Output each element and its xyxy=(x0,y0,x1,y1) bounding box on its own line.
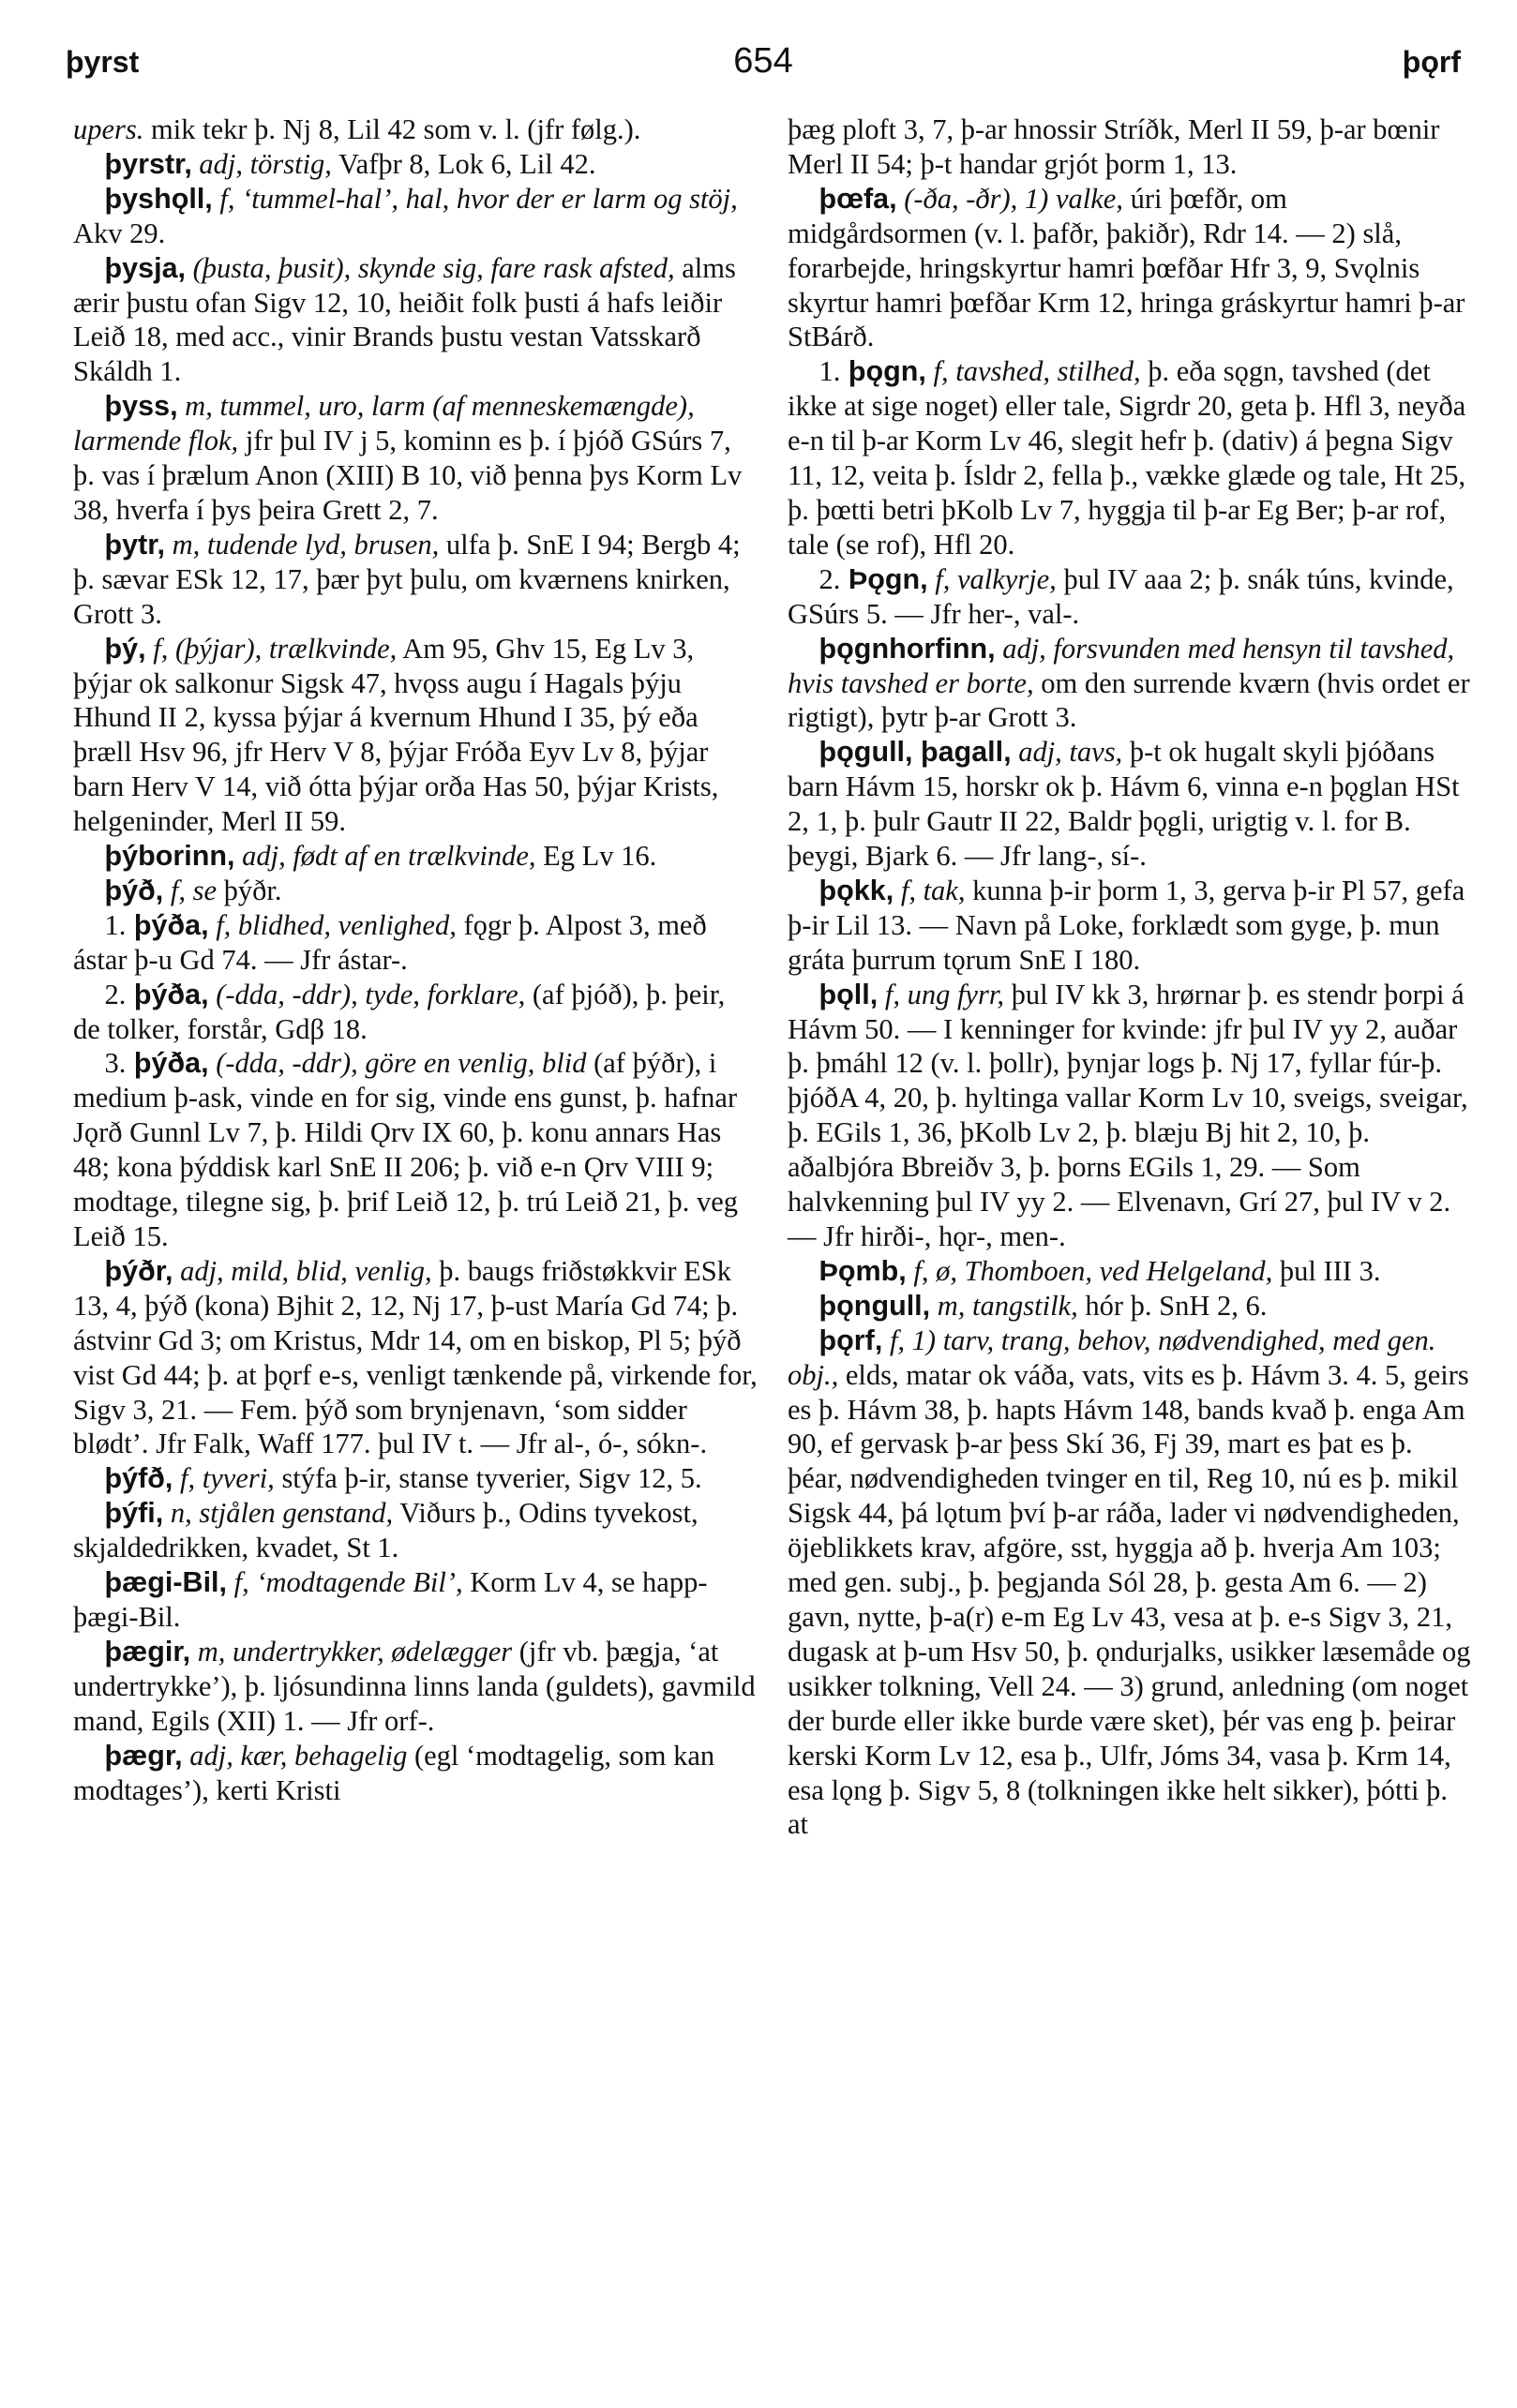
entry-definition: m, undertrykker, ødelægger xyxy=(190,1635,513,1668)
dictionary-entry xyxy=(73,1046,758,1253)
entry-headword: þǫgn, xyxy=(840,355,926,388)
left-column xyxy=(73,112,758,1807)
dictionary-entry xyxy=(73,251,758,390)
entry-body: hór þ. SnH 2, 6. xyxy=(1077,1289,1268,1322)
dictionary-entry xyxy=(73,182,758,251)
entry-body: mik tekr þ. Nj 8, Lil 42 som v. l. (jfr følg.). xyxy=(143,113,641,145)
entry-body: þ-t ok hugalt skyli þjóðans barn Hávm 15, horskr ok þ. Hávm 6, vinna e-n þǫglan HSt 2, 1, þ. þulr Gautr II 22, Baldr þǫgli, urigtig v. l. for B. þeygi, Bjark 6. — Jfr lang-, sí-. xyxy=(788,736,1460,873)
entry-definition: (-dda, -ddr), göre en venlig, blid xyxy=(208,1047,587,1080)
dictionary-entry xyxy=(788,1324,1472,1843)
dictionary-entry xyxy=(788,978,1472,1254)
entry-body: Korm Lv 4, se happ-þægi-Bil. xyxy=(73,1566,708,1633)
entry-number: 1. xyxy=(104,908,127,941)
entry-number: 2. xyxy=(104,978,127,1010)
entry-headword: Þǫmb, xyxy=(819,1254,907,1287)
entry-headword: þægr, xyxy=(104,1739,183,1772)
entry-headword: þǫll, xyxy=(819,978,879,1010)
entry-headword: þýfð, xyxy=(104,1462,173,1495)
entry-definition: f, se xyxy=(163,874,218,906)
entry-number: 3. xyxy=(104,1047,127,1080)
dictionary-entry xyxy=(73,874,758,908)
entry-body: jfr þul IV j 5, kominn es þ. í þjóð GSúrs 7, þ. vas í þrælum Anon (XIII) B 10, við þenna þys Korm Lv 38, hverfa í þys þeira Grett 2, 7. xyxy=(73,425,743,526)
dictionary-entry xyxy=(788,1254,1472,1289)
entry-body: fǫgr þ. Alpost 3, með ástar þ-u Gd 74. — Jfr ástar-. xyxy=(73,908,707,976)
dictionary-entry xyxy=(73,908,758,978)
dictionary-entry xyxy=(73,1739,758,1808)
dictionary-entry xyxy=(73,389,758,528)
entry-definition: (-dda, -ddr), tyde, forklare, xyxy=(208,978,526,1010)
entry-body: (af þjóð), þ. þeir, de tolker, forstår, Gdβ 18. xyxy=(73,978,726,1045)
dictionary-entry xyxy=(73,1496,758,1565)
entry-body: þ. baugs friðstøkkvir ESk 13, 4, þýð (kona) Bjhit 2, 12, Nj 17, þ-ust María Gd 74; þ. ástvinr Gd 3; om Kristus, Mdr 14, om en biskop, Pl 5; þýð vist Gd 44; þ. at þǫrf e-s, venligt tænkende på, virkende for, Sigv 3, 21. — Fem. þýð som brynjenavn, ‘som sidder blødt’. Jfr Falk, Waff 177. þul IV t. — Jfr al-, ó-, sókn-. xyxy=(73,1254,758,1460)
dictionary-entry xyxy=(73,1461,758,1496)
entry-definition: f, ‘modtagende Bil’, xyxy=(227,1566,463,1599)
entry-headword: þytr, xyxy=(104,528,165,561)
entry-definition: f, valkyrje, xyxy=(927,562,1057,595)
entry-definition: n, stjålen genstand, xyxy=(163,1497,394,1530)
entry-headword: þýða, xyxy=(126,1047,209,1080)
entry-definition: f, blidhed, venlighed, xyxy=(208,908,457,941)
dictionary-entry xyxy=(788,562,1472,632)
entry-definition: f, ø, Thomboen, ved Helgeland, xyxy=(906,1254,1273,1287)
entry-definition: f, 1) tarv, trang, behov, nødvendighed, med gen. obj., xyxy=(788,1324,1436,1391)
entry-definition: adj, mild, blid, venlig, xyxy=(173,1254,432,1287)
entry-definition: f, tavshed, stilhed, xyxy=(925,355,1141,388)
dictionary-entry xyxy=(73,147,758,182)
dictionary-entry xyxy=(788,735,1472,874)
entry-headword: þýða, xyxy=(126,908,209,941)
entry-headword: Þǫgn, xyxy=(840,562,928,595)
entry-definition: m, tummel, uro, larm (af menneskemængde), larmende flok, xyxy=(73,390,695,457)
running-head-left: þyrst xyxy=(66,45,140,79)
entry-definition: adj, tavs, xyxy=(1011,736,1123,769)
dictionary-entry xyxy=(73,528,758,632)
entry-number: 2. xyxy=(819,562,841,595)
dictionary-entry xyxy=(788,182,1472,355)
entry-body: þ. eða sǫgn, tavshed (det ikke at sige noget) eller tale, Sigrdr 20, geta þ. Hfl 3, neyða e-n til þ-ar Korm Lv 46, slegit hefr þ. (dativ) á þegna Sigv 11, 12, veita þ. Ísldr 2, fella þ., vække glæde og tale, Ht 25, þ. þœtti betri þKolb Lv 7, hyggja til þ-ar Eg Ber; þ-ar rof, tale (se rof), Hfl 20. xyxy=(788,355,1466,561)
entry-definition: adj, törstig, xyxy=(191,147,332,180)
entry-headword: þýða, xyxy=(126,978,209,1010)
entry-headword: þýfi, xyxy=(104,1497,164,1530)
entry-body: Viðurs þ., Odins tyvekost, skjaldedrikken, kvadet, St 1. xyxy=(73,1497,698,1564)
entry-body: stýfa þ-ir, stanse tyverier, Sigv 12, 5. xyxy=(274,1462,702,1495)
entry-body: þýðr. xyxy=(217,874,282,906)
entry-headword: þýðr, xyxy=(104,1254,173,1287)
entry-body: (egl ‘modtagelig, som kan modtages’), kerti Kristi xyxy=(73,1739,715,1806)
entry-headword: þœfa, xyxy=(819,182,897,215)
dictionary-entry xyxy=(73,1635,758,1739)
entry-headword: þyshǫll, xyxy=(104,182,213,215)
entry-definition: f, tyveri, xyxy=(173,1462,275,1495)
entry-headword: þýborinn, xyxy=(104,840,235,873)
entry-body: Eg Lv 16. xyxy=(535,840,657,873)
entry-body: þul III 3. xyxy=(1272,1254,1381,1287)
dictionary-entry xyxy=(788,1289,1472,1324)
entry-headword: þǫkk, xyxy=(819,874,894,906)
entry-body: alms ærir þustu ofan Sigv 12, 10, heiðit folk þusti á hafs leiðir Leið 18, med acc., vinir Brands þustu vestan Vatsskarð Skáldh 1. xyxy=(73,251,736,388)
entry-headword: þysja, xyxy=(104,251,187,284)
entry-definition: m, tudende lyd, brusen, xyxy=(164,528,440,561)
entry-definition: upers. xyxy=(73,113,144,145)
entry-definition: adj, kær, behagelig xyxy=(182,1739,408,1772)
page-number: 654 xyxy=(733,41,793,81)
entry-body: úri þœfðr, om midgårdsormen (v. l. þafðr, þakiðr), Rdr 14. — 2) slå, forarbejde, hringskyrtur hamri þœfðar Hfr 3, 9, Svǫlnis skyrtur hamri þœfðar Krm 12, hringa gráskyrtur hamri þ-ar StBárð. xyxy=(788,182,1465,353)
entry-definition: f, tak, xyxy=(894,874,966,906)
entry-body: þul IV aaa 2; þ. snák túns, kvinde, GSúrs 5. — Jfr her-, val-. xyxy=(788,562,1454,630)
dictionary-entry xyxy=(73,1254,758,1461)
entry-definition: f, ‘tummel-hal’, hal, hvor der er larm og stöj, xyxy=(212,182,738,215)
entry-body: kunna þ-ir þorm 1, 3, gerva þ-ir Pl 57, gefa þ-ir Lil 13. — Navn på Loke, forklædt som gyge, þ. mun gráta þurrum tǫrum SnE I 180. xyxy=(788,874,1465,976)
entry-headword: þægir, xyxy=(104,1635,191,1668)
entry-body: elds, matar ok váða, vats, vits es þ. Hávm 3. 4. 5, geirs es þ. Hávm 38, þ. hapts Hávm 148, bands kvað þ. enga Am 90, ef gervask þ-ar þess Skí 36, Fj 39, mart es þat es þ. þéar, nødvendigheden tvinger en til, Reg 10, nú es þ. mikil Sigsk 44, þá lǫtum því þ-ar ráða, lader vi nødvendigheden, öjeblikkets krav, afgöre, sst, hyggja að þ. hverja Am 103; med gen. subj., þ. þegjanda Sól 28, þ. gesta Am 6. — 2) gavn, nytte, þ-a(r) e-m Eg Lv 43, vesa at þ. e-s Sigv 3, 21, dugask at þ-um Hsv 50, þ. ǫndurjalks, usikker læsemåde og usikker tolkning, Vell 24. — 3) grund, anledning (om noget der burde eller ikke burde være sket), þér vas eng þ. þeirar kerski Korm Lv 12, esa þ., Ulfr, Jóms 34, vasa þ. Krm 14, esa lǫng þ. Sigv 5, 8 (tolkningen ikke helt sikker), þótti þ. at xyxy=(788,1358,1471,1841)
entry-headword: þǫrf, xyxy=(819,1324,883,1356)
entry-definition: adj, forsvunden med hensyn til tavshed, hvis tavshed er borte, xyxy=(788,632,1455,699)
dictionary-entry xyxy=(788,632,1472,736)
entry-body: þæg ploft 3, 7, þ-ar hnossir Stríðk, Merl II 59, þ-ar bœnir Merl II 54; þ-t handar grjót þorm 1, 13. xyxy=(788,113,1440,180)
entry-body: om den surrende kværn (hvis ordet er rigtigt), þytr þ-ar Grott 3. xyxy=(788,666,1470,734)
entry-definition: m, tangstilk, xyxy=(930,1289,1078,1322)
entry-definition: (-ða, -ðr), 1) valke, xyxy=(896,182,1123,215)
entry-definition: f, (þýjar), trælkvinde, xyxy=(145,632,398,665)
dictionary-entry xyxy=(73,978,758,1047)
entry-body: Vafþr 8, Lok 6, Lil 42. xyxy=(331,147,596,180)
entry-number: 1. xyxy=(819,355,841,388)
entry-headword: þægi-Bil, xyxy=(104,1566,228,1599)
running-head-right: þǫrf xyxy=(1402,45,1461,79)
dictionary-entry xyxy=(788,874,1472,978)
dictionary-entry xyxy=(788,112,1472,182)
entry-headword: þǫgull, þagall, xyxy=(819,736,1012,769)
entry-body: Am 95, Ghv 15, Eg Lv 3, þýjar ok salkonur Sigsk 47, hvǫss augu í Hagals þýju Hhund II 2, kyssa þýjar á kvernum Hhund I 35, þý eða þræll Hsv 96, jfr Herv V 8, þýjar Fróða Eyv Lv 8, þýjar barn Herv V 14, við ótta þýjar orða Has 50, þýjar Krists, helgeninder, Merl II 59. xyxy=(73,632,719,838)
entry-body: Akv 29. xyxy=(73,217,166,249)
dictionary-entry xyxy=(73,1565,758,1635)
entry-body: ulfa þ. SnE I 94; Bergb 4; þ. sævar ESk 12, 17, þær þyt þulu, om kværnens knirken, Grott 3. xyxy=(73,528,741,630)
dictionary-entry xyxy=(73,839,758,874)
entry-definition: f, ung fyrr, xyxy=(878,978,1004,1010)
page-header xyxy=(66,41,1461,88)
entry-body: (af þýðr), i medium þ-ask, vinde en for sig, vinde ens gunst, þ. hafnar Jǫrð Gunnl Lv 7, þ. Hildi Ǫrv IX 60, þ. konu annars Has 48; kona þýddisk karl SnE II 206; þ. við e-n Ǫrv VIII 9; modtage, tilegne sig, þ. þrif Leið 12, þ. trú Leið 21, þ. veg Leið 15. xyxy=(73,1047,738,1252)
entry-headword: þýð, xyxy=(104,874,164,906)
entry-body: (jfr vb. þægja, ‘at undertrykke’), þ. ljósundinna linns landa (guldets), gavmild mand, Egils (XII) 1. — Jfr orf-. xyxy=(73,1635,756,1737)
entry-headword: þǫgnhorfinn, xyxy=(819,632,996,665)
entry-body: þul IV kk 3, hrørnar þ. es stendr þorpi á Hávm 50. — I kenninger for kvinde: jfr þul IV yy 2, auðar þ. þmáhl 12 (v. l. þollr), þynjar logs þ. Nj 17, fyllar fúr-þ. þjóðA 4, 20, þ. hyltinga vallar Korm Lv 10, sveigs, sveigar, þ. EGils 1, 36, þKolb Lv 2, þ. blæju Bj hit 2, 10, þ. aðalbjóra Bbreiðv 3, þ. þorns EGils 1, 29. — Som halvkenning þul IV yy 2. — Elvenavn, Grí 27, þul IV v 2. — Jfr hirði-, hǫr-, men-. xyxy=(788,978,1468,1252)
entry-definition: adj, født af en trælkvinde, xyxy=(234,840,536,873)
dictionary-entry xyxy=(73,112,758,147)
entry-definition: (þusta, þusit), skynde sig, fare rask afsted, xyxy=(186,251,675,284)
entry-headword: þǫngull, xyxy=(819,1289,931,1322)
entry-headword: þyrstr, xyxy=(104,147,192,180)
dictionary-entry xyxy=(788,354,1472,561)
right-column xyxy=(788,112,1472,1842)
entry-headword: þý, xyxy=(104,632,146,665)
entry-headword: þyss, xyxy=(104,390,178,423)
dictionary-entry xyxy=(73,632,758,839)
